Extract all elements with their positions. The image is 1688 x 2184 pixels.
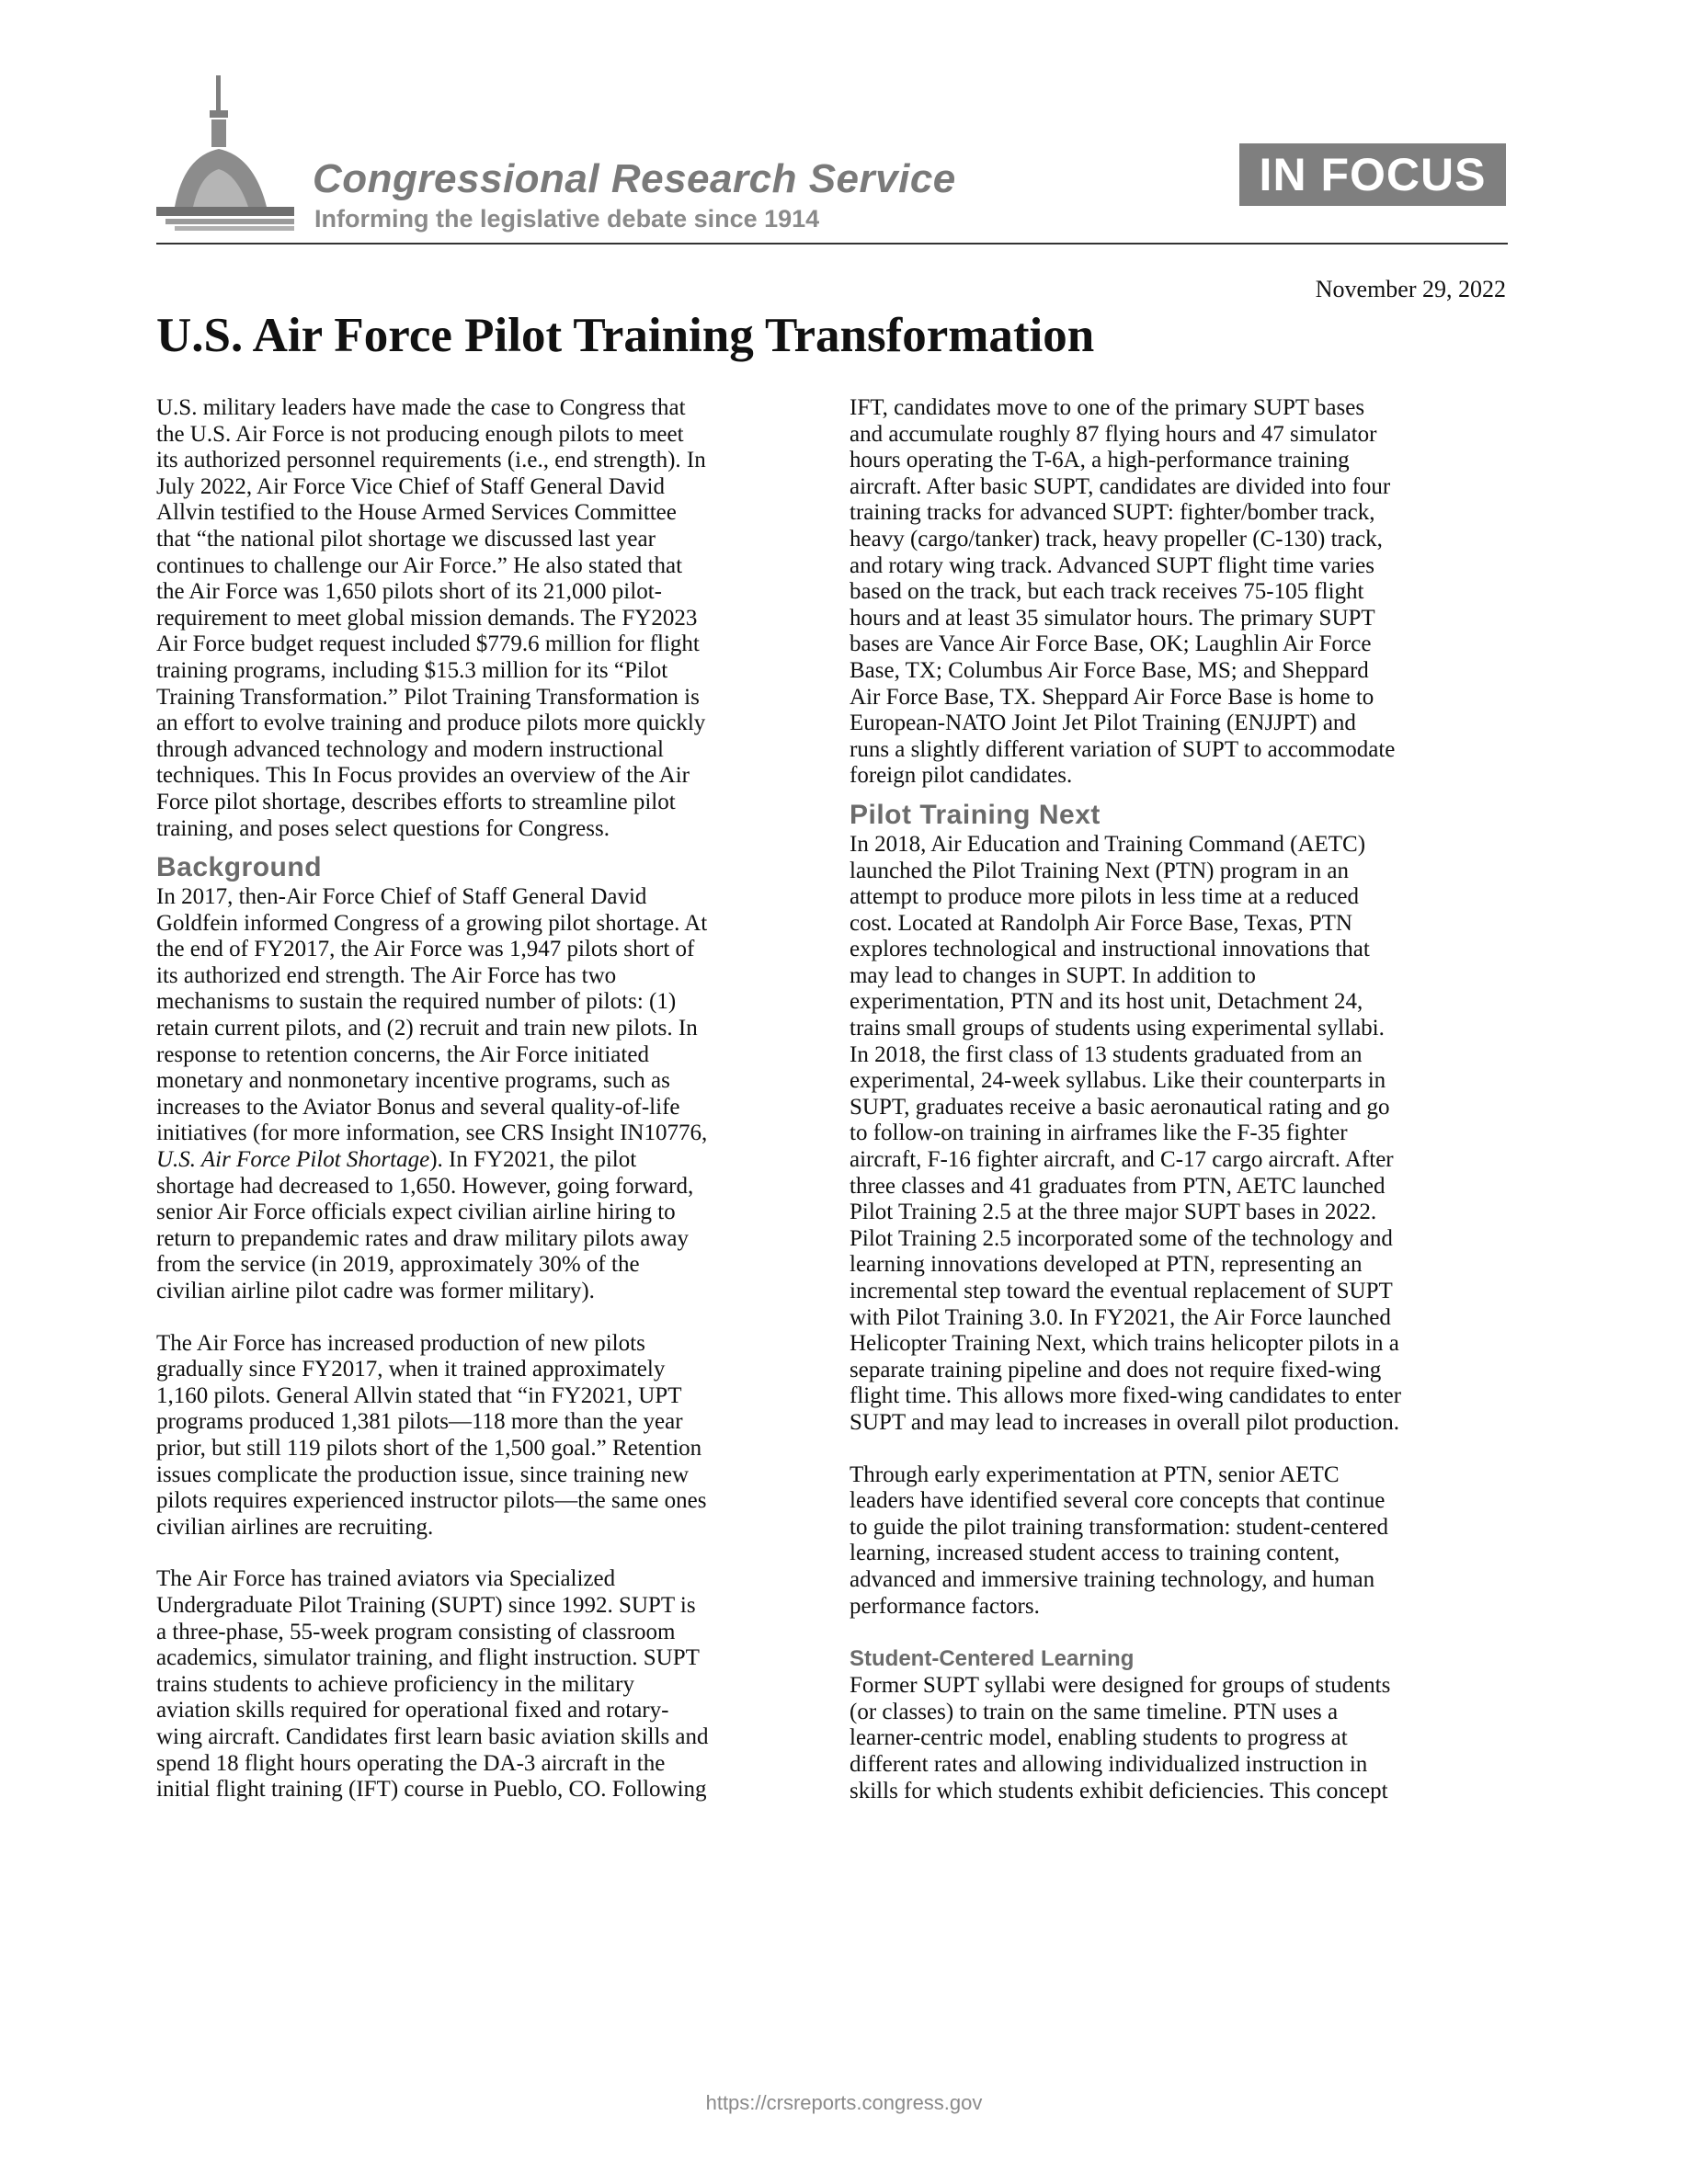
- header-divider: [156, 243, 1508, 245]
- publication-date: November 29, 2022: [1315, 276, 1506, 302]
- subsection-heading-student-centered-learning: Student-Centered Learning: [850, 1646, 1135, 1672]
- section-heading-pilot-training-next: Pilot Training Next: [850, 799, 1101, 830]
- background-paragraph-2: The Air Force has increased production of new pilots gradually since FY2017, when it trained approximately 1,160 pilots. General Allvin stated that “in FY2021, UPT programs produced 1,381 pilots—118 more than the year prior, but still 119 pilots short of the 1,500 goal.” Retention issues complicate the production issue, since training new pilots requires experienced instructor pilots—the same ones civilian airlines are recruiting.: [156, 1330, 707, 1540]
- crs-logo: [156, 74, 956, 234]
- org-tagline: Informing the legislative debate since 1914: [314, 205, 820, 233]
- in-focus-badge: IN FOCUS: [1239, 143, 1506, 206]
- scl-paragraph-1: Former SUPT syllabi were designed for groups of students (or classes) to train on the same timeline. PTN uses a learner-centric model, enabling students to progress at different rates and allowing individualized instruction in skills for which students exhibit deficiencies. This concept: [850, 1673, 1391, 1803]
- supt-continued-paragraph: IFT, candidates move to one of the primary SUPT bases and accumulate roughly 87 flying hours and 47 simulator hours operating the T-6A, a high-performance training aircraft. After basic SUPT, candidates are divided into four training tracks for advanced SUPT: fighter/bomber track, heavy (cargo/tanker) track, heavy propeller (C-130) track, and rotary wing track. Advanced SUPT flight time varies based on the track, but each track receives 75-105 flight hours and at least 35 simulator hours. The primary SUPT bases are Vance Air Force Base, OK; Laughlin Air Force Base, TX; Columbus Air Force Base, MS; and Sheppard Air Force Base, TX. Sheppard Air Force Base is home to European-NATO Joint Jet Pilot Training (ENJJPT) and runs a slightly different variation of SUPT to accommodate foreign pilot candidates.: [850, 395, 1396, 789]
- right-column: [850, 395, 1506, 1804]
- page-title: U.S. Air Force Pilot Training Transformation: [156, 309, 1095, 362]
- insight-title-link[interactable]: U.S. Air Force Pilot Shortage: [156, 1147, 430, 1173]
- background-paragraph-3: The Air Force has trained aviators via Specialized Undergraduate Pilot Training (SUPT) since 1992. SUPT is a three-phase, 55-week program consisting of classroom academics, simulator training, and flight instruction. SUPT trains students to achieve proficiency in the military aviation skills required for operational fixed and rotary- wing aircraft. Candidates first learn basic aviation skills and spend 18 flight hours operating the DA-3 aircraft in the initial flight training (IFT) course in Pueblo, CO. Following: [156, 1566, 709, 1803]
- intro-paragraph: U.S. military leaders have made the case to Congress that the U.S. Air Force is not producing enough pilots to meet its authorized personnel requirements (i.e., end strength). In July 2022, Air Force Vice Chief of Staff General David Allvin testified to the House Armed Services Committee that “the national pilot shortage we discussed last year continues to challenge our Air Force.” He also stated that the Air Force was 1,650 pilots short of its 21,000 pilot- requirement to meet global mission demands. The FY2023 Air Force budget request included $779.6 million for flight training programs, including $15.3 million for its “Pilot Training Transformation.” Pilot Training Transformation is an effort to evolve training and produce pilots more quickly through advanced technology and modern instructional techniques. This In Focus provides an overview of the Air Force pilot shortage, describes efforts to streamline pilot training, and poses select questions for Congress.: [156, 395, 706, 841]
- section-heading-background: Background: [156, 852, 323, 883]
- background-paragraph-1: In 2017, then-Air Force Chief of Staff General David Goldfein informed Congress of a growing pilot shortage. At the end of FY2017, the Air Force was 1,947 pilots short of its authorized end strength. The Air Force has two mechanisms to sustain the required number of pilots: (1) retain current pilots, and (2) recruit and train new pilots. In response to retention concerns, the Air Force initiated monetary and nonmonetary incentive programs, such as increases to the Aviator Bonus and several quality-of-life initiatives (for more information, see CRS Insight IN10776, U.S. Air Force Pilot Shortage). In FY2021, the pilot shortage had decreased to 1,650. However, going forward, senior Air Force officials expect civilian airline hiring to return to prepandemic rates and draw military pilots away from the service (in 2019, approximately 30% of the civilian airline pilot cadre was former military).: [156, 884, 708, 1303]
- capitol-dome-icon: [156, 74, 313, 234]
- org-name: Congressional Research Service: [313, 156, 956, 201]
- footer-url[interactable]: https://crsreports.congress.gov: [705, 2091, 983, 2114]
- ptn-paragraph-1: In 2018, Air Education and Training Command (AETC) launched the Pilot Training Next (PTN) program in an attempt to produce more pilots in less time at a reduced cost. Located at Randolph Air Force Base, Texas, PTN explores technological and instructional innovations that may lead to changes in SUPT. In addition to experimentation, PTN and its host unit, Detachment 24, trains small groups of students using experimental syllabi. In 2018, the first class of 13 students graduated from an experimental, 24-week syllabus. Like their counterparts in SUPT, graduates receive a basic aeronautical rating and go to follow-on training in airframes like the F-35 fighter aircraft, F-16 fighter aircraft, and C-17 cargo aircraft. After three classes and 41 graduates from PTN, AETC launched Pilot Training 2.5 at the three major SUPT bases in 2022. Pilot Training 2.5 incorporated some of the technology and learning innovations developed at PTN, representing an incremental step toward the eventual replacement of SUPT with Pilot Training 3.0. In FY2021, the Air Force launched Helicopter Training Next, which trains helicopter pilots in a separate training pipeline and does not require fixed-wing flight time. This allows more fixed-wing candidates to enter SUPT and may lead to increases in overall pilot production.: [850, 831, 1402, 1435]
- left-column: [156, 395, 813, 1803]
- ptn-paragraph-2: Through early experimentation at PTN, senior AETC leaders have identified several core concepts that continue to guide the pilot training transformation: student-centered learning, increased student access to training content, advanced and immersive training technology, and human performance factors.: [850, 1462, 1388, 1619]
